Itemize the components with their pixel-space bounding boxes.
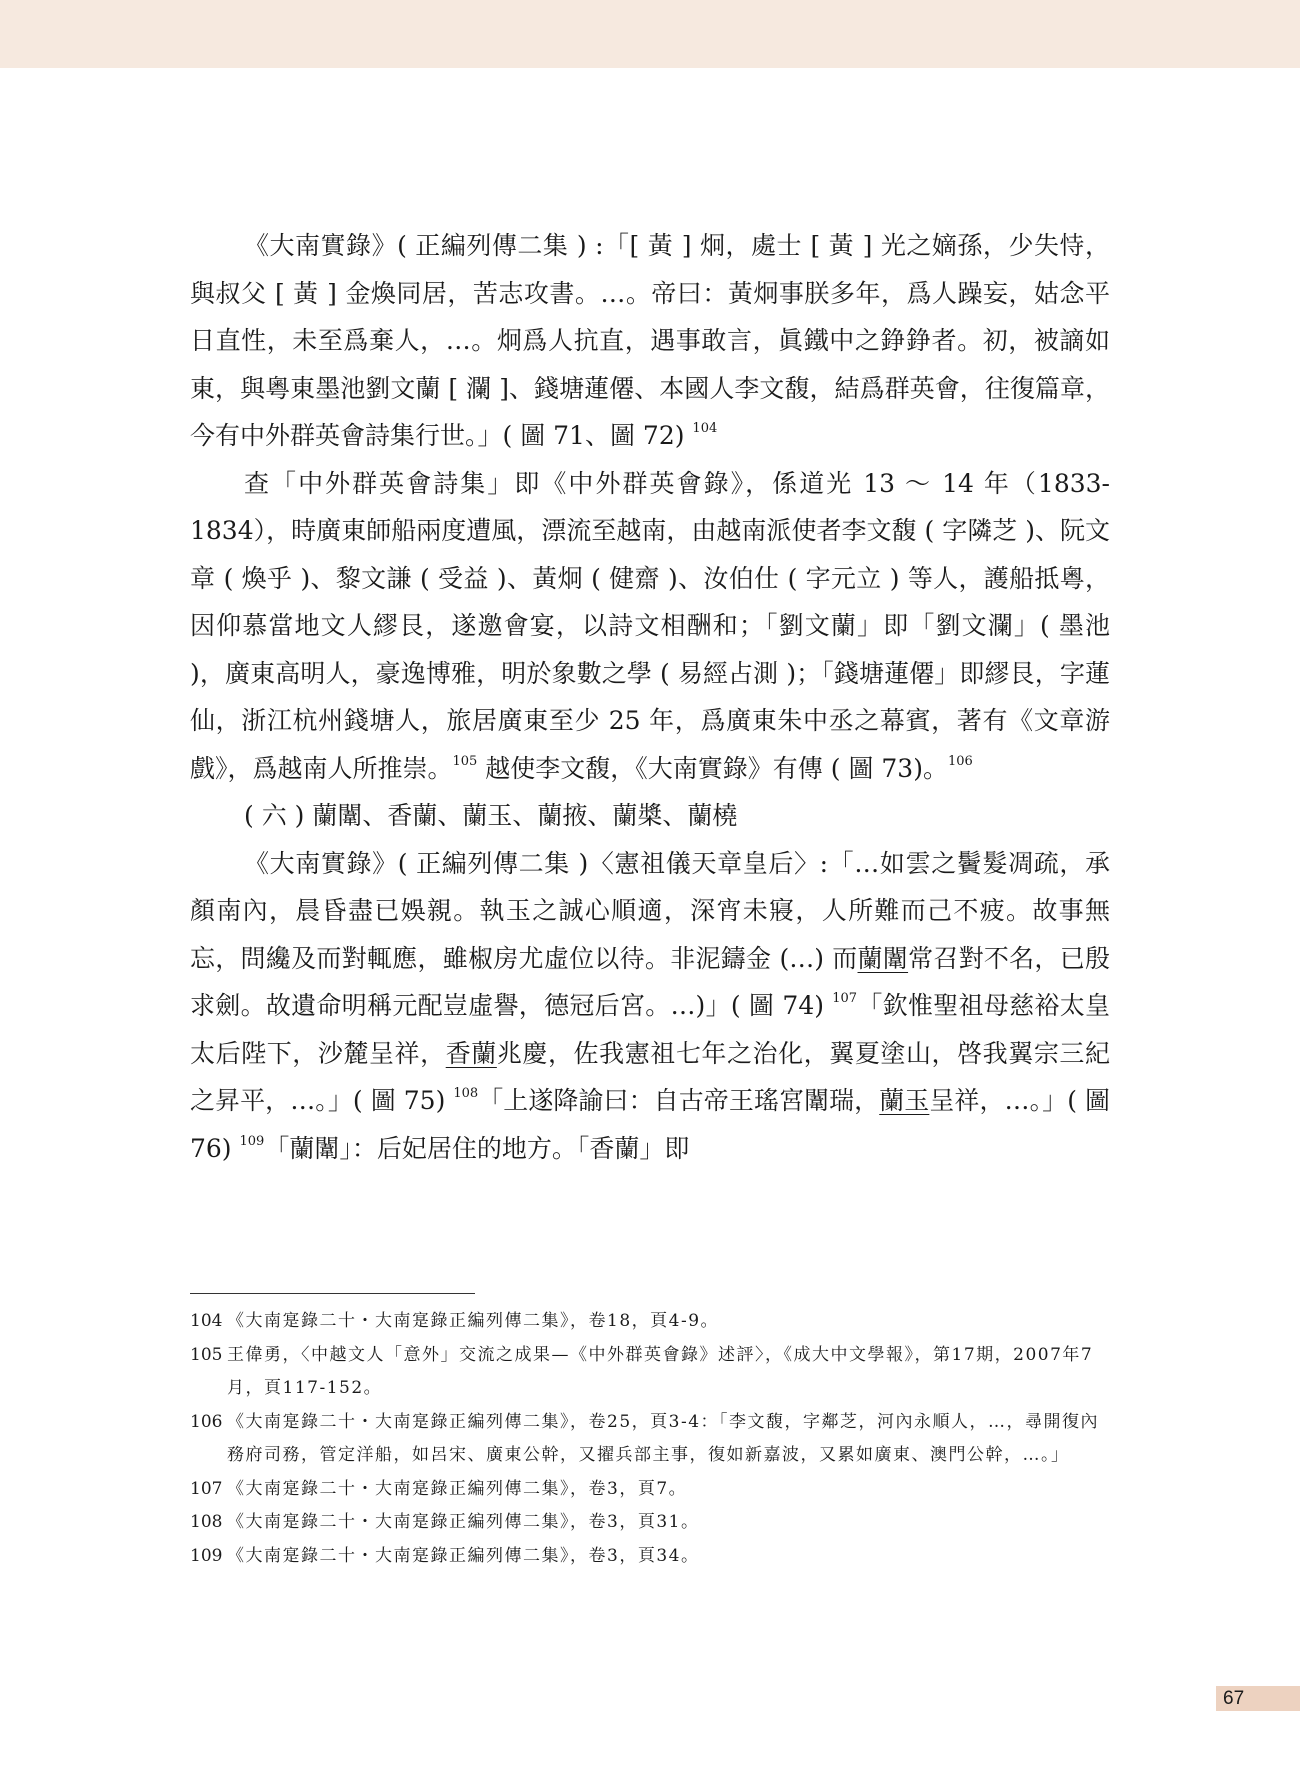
paragraph [190, 222, 1110, 460]
footnote-text: 《大南寔錄二十・大南寔錄正編列傳二集》，卷3，頁31。 [227, 1512, 700, 1532]
paragraph [190, 460, 1110, 793]
text-segment: 《大南實錄》( 正編列傳二集 ) :「[ 黃 ] 炯，處士 [ 黃 ] 光之嫡孫，少失恃，與叔父 [ 黃 ] 金煥同居，苦志攻書。…。帝曰：黃炯事朕多年，爲人躁妄，姑念平日直性，未至爲棄人，…。炯爲人抗直，遇事敢言，眞鐵中之錚錚者。初，被謫如東，與粵東墨池劉文蘭 [ 瀾 ]、錢塘蓮僊、本國人李文馥，結爲群英會，往復篇章，今有中外群英會詩集行世。」( 圖 71、圖 72) [190, 231, 1110, 450]
underlined-term: 香蘭 [445, 1038, 497, 1068]
footnote-divider [190, 1293, 475, 1294]
footnote-ref: 109 [239, 1133, 265, 1149]
footnote-ref: 108 [453, 1086, 479, 1101]
footnote-number: 106 [190, 1411, 223, 1432]
footnote-number: 105 [190, 1344, 223, 1365]
footnote [190, 1406, 1110, 1473]
section-heading [190, 792, 1110, 840]
paragraph [190, 840, 1110, 1173]
footnote [190, 1305, 1110, 1339]
footnote-number: 107 [190, 1478, 223, 1499]
footnote [190, 1540, 1110, 1574]
text-segment: 《大南實錄》( 正編列傳二集 )〈憲祖儀天章皇后〉:「…如雲之鬢髮凋疏，承顏南內，晨昏盡已娛親。執玉之誠心順適，深宵未寢，人所難而己不疲。故事無忘，問纔及而對輒應，雖椒房尤虛位以待。非泥鑄金 (…) 而 [190, 848, 1110, 973]
text-segment: 查「中外群英會詩集」即《中外群英會錄》，係道光 13 ～ 14 年（1833-1834），時廣東師船兩度遭風，漂流至越南，由越南派使者李文馥 ( 字隣芝 )、阮文章 ( 煥乎 )、黎文謙 ( 受益 )、黃炯 ( 健齋 )、汝伯仕 ( 字元立 ) 等人，護船抵粵，因仰慕當地文人繆艮，遂邀會宴，以詩文相酬和；「劉文蘭」即「劉文瀾」( 墨池 )，廣東高明人，豪逸博雅，明於象數之學 ( 易經占測 )；「錢塘蓮僊」即繆艮，字蓮仙，浙江杭州錢塘人，旅居廣東至少 25 年，爲廣東朱中丞之幕賓，著有《文章游戲》，爲越南人所推崇。 [190, 468, 1110, 783]
footnote [190, 1473, 1110, 1507]
footnote-text: 《大南寔錄二十・大南寔錄正編列傳二集》，卷3，頁34。 [227, 1545, 700, 1566]
footnote [190, 1339, 1110, 1406]
footnote-ref: 105 [452, 753, 478, 769]
footnote-ref: 107 [832, 991, 858, 1006]
footnote-text: 《大南寔錄二十・大南寔錄正編列傳二集》，卷18，頁4-9。 [227, 1311, 720, 1331]
footnote-text: 王偉勇，〈中越文人「意外」交流之成果—《中外群英會錄》述評〉，《成大中文學報》，第17期，2007年7月，頁117-152。 [227, 1344, 1094, 1398]
footnote [190, 1506, 1110, 1540]
page-number: 67 [1223, 1688, 1245, 1709]
footnote-text: 《大南寔錄二十・大南寔錄正編列傳二集》，卷25，頁3-4：「李文馥，字鄰芝，河內永順人，…，尋開復內務府司務，管定洋船，如呂宋、廣東公幹，又擢兵部主事，復如新嘉波，又累如廣東、澳門公幹，…。」 [227, 1411, 1100, 1465]
body-text [190, 222, 1110, 1172]
text-segment: 「蘭闈」：后妃居住的地方。「香蘭」即 [264, 1133, 690, 1163]
text-segment: 「上遂降諭曰：自古帝王瑤宮闈瑞， [478, 1086, 880, 1115]
text-segment: 呈祥，…。」( 圖 76) [190, 1086, 1110, 1163]
footnote-number: 109 [190, 1545, 223, 1566]
footnote-number: 108 [190, 1512, 223, 1532]
text-segment: ( 六 ) 蘭闈、香蘭、蘭玉、蘭掖、蘭槳、蘭橈 [244, 801, 738, 830]
text-segment: 越使李文馥，《大南實錄》有傳 ( 圖 73)。 [477, 753, 948, 783]
footnote-number: 104 [190, 1311, 223, 1331]
underlined-term: 蘭闈 [857, 943, 909, 973]
footnotes [190, 1305, 1110, 1573]
footnote-text: 《大南寔錄二十・大南寔錄正編列傳二集》，卷3，頁7。 [227, 1478, 688, 1499]
text-segment: 兆慶，佐我憲祖七年之治化，翼夏塗山，啓我翼宗三紀之昇平，…。」( 圖 75) [190, 1038, 1110, 1115]
footnote-ref: 106 [947, 753, 973, 769]
underlined-term: 蘭玉 [879, 1086, 930, 1115]
text-segment: 「欽惟聖祖母慈裕太皇太后陛下，沙麓呈祥， [190, 991, 1110, 1068]
text-segment: 常召對不名，已殷求劍。故遺命明稱元配豈虛譽，德冠后宮。…)」( 圖 74) [190, 943, 1110, 1020]
footnote-ref: 104 [692, 421, 718, 436]
page-header-band [0, 0, 1300, 68]
